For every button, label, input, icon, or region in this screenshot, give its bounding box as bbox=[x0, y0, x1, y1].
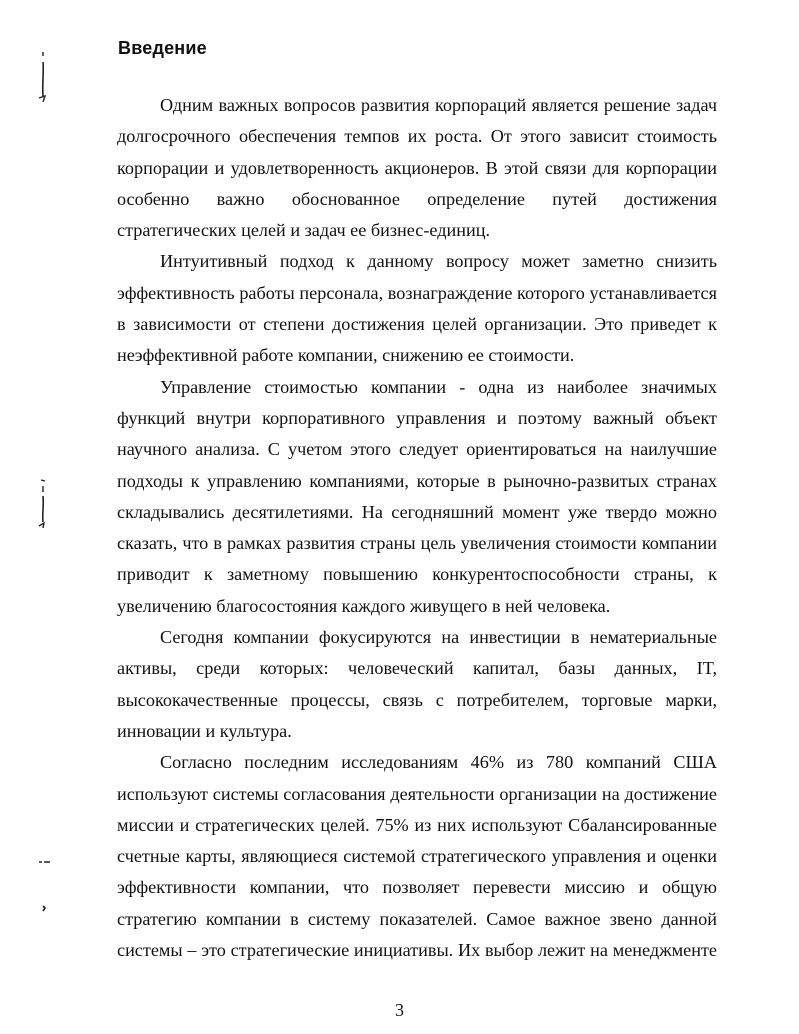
text-line: высококачественные процессы, связь с потребителем, торговые марки, bbox=[117, 689, 717, 710]
text-line: системы – это стратегические инициативы. Их выбор лежит на менеджменте bbox=[117, 940, 717, 961]
text-line: Управление стоимостью компании - одна из наиболее значимых bbox=[160, 376, 717, 397]
text-line: функций внутри корпоративного управления и поэтому важный объект bbox=[117, 407, 717, 428]
binding-mark-top bbox=[36, 50, 50, 104]
text-line: Сегодня компании фокусируются на инвестиции в нематериальные bbox=[160, 627, 717, 648]
text-line: научного анализа. С учетом этого следует ориентироваться на наилучшие bbox=[117, 439, 717, 460]
text-line: подходы к управлению компаниями, которые в рыночно-развитых странах bbox=[117, 470, 717, 491]
text-line: складывались десятилетиями. На сегодняшний момент уже твердо можно bbox=[117, 501, 717, 522]
paragraph bbox=[117, 622, 717, 747]
scan-mark-icon bbox=[36, 50, 50, 104]
body-text bbox=[117, 90, 717, 966]
scan-mark-icon bbox=[38, 858, 52, 866]
paragraph bbox=[117, 90, 717, 246]
text-line: эффективности компании, что позволяет перевести миссию и общую bbox=[117, 877, 717, 898]
text-line: используют системы согласования деятельности организации на достижение bbox=[117, 783, 717, 804]
text-line: особенно важно обоснованное определение путей достижения bbox=[117, 188, 717, 209]
text-line: сказать, что в рамках развития страны цель увеличения стоимости компании bbox=[117, 533, 717, 554]
text-line: Одним важных вопросов развития корпораций является решение задач bbox=[160, 95, 717, 115]
paragraph bbox=[117, 372, 717, 622]
text-line: приводит к заметному повышению конкурентоспособности страны, к bbox=[117, 564, 717, 585]
text-line: эффективность работы персонала, вознаграждение которого устанавливается bbox=[117, 282, 717, 303]
paragraph bbox=[117, 246, 717, 371]
text-line: неэффективной работе компании, снижению ее стоимости. bbox=[117, 345, 575, 366]
page-number: 3 bbox=[395, 1000, 404, 1020]
text-line: активы, среди которых: человеческий капитал, базы данных, IT, bbox=[117, 658, 717, 679]
text-line: в зависимости от степени достижения целей организации. Это приведет к bbox=[117, 314, 717, 335]
text-line: миссии и стратегических целей. 75% из них используют Сбалансированные bbox=[117, 814, 717, 835]
scan-mark-icon bbox=[40, 904, 50, 914]
text-line: счетные карты, являющиеся системой стратегического управления и оценки bbox=[117, 846, 717, 867]
text-line: Интуитивный подход к данному вопросу может заметно снизить bbox=[160, 251, 717, 272]
text-line: Согласно последним исследованиям 46% из 780 компаний США bbox=[160, 752, 717, 773]
text-line: стратегию компании в систему показателей. Самое важное звено данной bbox=[117, 908, 717, 929]
binding-mark-middle bbox=[36, 478, 50, 530]
page-title: Введение bbox=[118, 38, 207, 58]
text-line: долгосрочного обеспечения темпов их роста. От этого зависит стоимость bbox=[117, 126, 717, 147]
paragraph bbox=[117, 747, 717, 966]
text-line: увеличению благосостояния каждого живущего в ней человека. bbox=[117, 595, 611, 616]
text-line: стратегических целей и задач ее бизнес-единиц. bbox=[117, 220, 490, 241]
text-line: инновации и культура. bbox=[117, 720, 292, 741]
scan-mark-icon bbox=[36, 478, 50, 530]
binding-mark-dash bbox=[38, 858, 52, 866]
binding-mark-dot bbox=[40, 904, 54, 914]
text-line: корпорации и удовлетворенность акционеров. В этой связи для корпорации bbox=[117, 157, 717, 178]
